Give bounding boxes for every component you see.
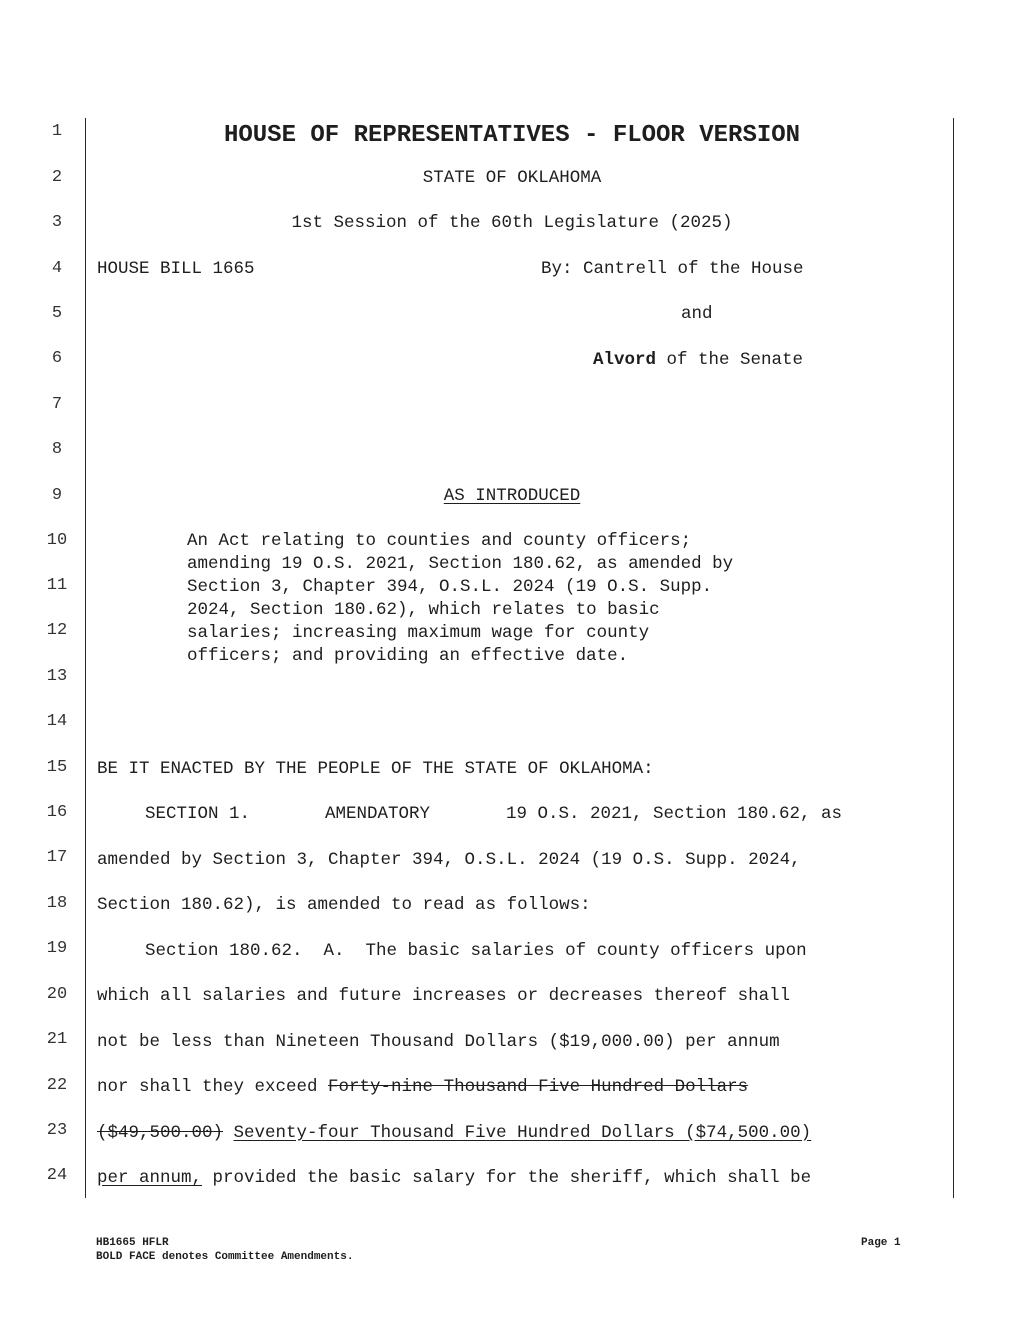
section-label: SECTION 1.: [145, 804, 251, 824]
senator-chamber: of the Senate: [656, 350, 804, 370]
body-line: Section 180.62. A. The basic salaries of county officers upon: [145, 941, 807, 961]
line-number: 19: [46, 939, 68, 958]
left-margin-rule: [85, 118, 86, 1198]
struck-text: Forty-nine Thousand Five Hundred Dollars: [328, 1077, 749, 1097]
introduced-status: AS INTRODUCED: [443, 486, 581, 506]
line-number: 17: [46, 848, 68, 867]
body-text: provided the basic salary for the sheriff, which shall be: [202, 1168, 812, 1188]
line-number: 8: [51, 440, 63, 459]
line-number: 23: [46, 1121, 68, 1140]
line-number: 15: [46, 758, 68, 777]
bill-number: HOUSE BILL 1665: [97, 259, 255, 279]
line-number: 3: [51, 213, 63, 232]
line-number: 2: [51, 168, 63, 187]
line-number: 20: [46, 985, 68, 1004]
state-name: STATE OF OKLAHOMA: [422, 168, 602, 188]
act-summary-line: Section 3, Chapter 394, O.S.L. 2024 (19 O.S. Supp.: [187, 577, 713, 597]
body-line: not be less than Nineteen Thousand Dollars ($19,000.00) per annum: [97, 1032, 780, 1052]
line-number: 11: [46, 576, 68, 595]
footer-doc-id: HB1665 HFLR: [96, 1237, 169, 1249]
act-summary-line: officers; and providing an effective date.: [187, 646, 629, 666]
act-summary-line: salaries; increasing maximum wage for county: [187, 623, 650, 643]
act-summary-line: amending 19 O.S. 2021, Section 180.62, as amended by: [187, 554, 734, 574]
enacting-clause: BE IT ENACTED BY THE PEOPLE OF THE STATE OF OKLAHOMA:: [97, 759, 654, 779]
body-line: Section 180.62), is amended to read as follows:: [97, 895, 591, 915]
and-connector: and: [681, 304, 713, 324]
senator-name: Alvord: [593, 350, 657, 370]
body-line: [97, 1167, 811, 1189]
footer-page-number: Page 1: [861, 1237, 901, 1249]
line-number: 24: [46, 1166, 68, 1185]
line-number: 10: [46, 531, 68, 550]
footer-note: BOLD FACE denotes Committee Amendments.: [96, 1251, 354, 1263]
line-number: 21: [46, 1030, 68, 1049]
line-number: 1: [51, 122, 63, 141]
body-line: [97, 1122, 811, 1144]
line-number: 5: [51, 304, 63, 323]
right-margin-rule: [953, 118, 954, 1198]
body-line: amended by Section 3, Chapter 394, O.S.L. 2024 (19 O.S. Supp. 2024,: [97, 850, 801, 870]
line-number: 16: [46, 803, 68, 822]
line-number: 9: [51, 486, 63, 505]
section-type: AMENDATORY: [325, 804, 431, 824]
session-line: 1st Session of the 60th Legislature (2025): [291, 213, 733, 233]
line-number: 7: [51, 395, 63, 414]
body-line: [97, 1076, 748, 1098]
inserted-text: per annum,: [97, 1168, 203, 1188]
line-number: 12: [46, 621, 68, 640]
body-line: which all salaries and future increases or decreases thereof shall: [97, 986, 791, 1006]
struck-text: ($49,500.00): [97, 1123, 224, 1143]
line-number: 4: [51, 259, 63, 278]
line-number: 13: [46, 667, 68, 686]
line-number: 18: [46, 894, 68, 913]
line-number: 6: [51, 349, 63, 368]
act-summary-line: 2024, Section 180.62), which relates to basic: [187, 600, 660, 620]
line-number: 22: [46, 1076, 68, 1095]
section-citation: 19 O.S. 2021, Section 180.62, as: [506, 804, 843, 824]
document-title: HOUSE OF REPRESENTATIVES - FLOOR VERSION: [223, 122, 801, 149]
act-summary-line: An Act relating to counties and county officers;: [187, 531, 692, 551]
senate-author: [593, 349, 803, 371]
inserted-text: Seventy-four Thousand Five Hundred Dollars ($74,500.00): [233, 1123, 812, 1143]
line-number: 14: [46, 712, 68, 731]
body-text: nor shall they exceed: [97, 1077, 329, 1097]
author-line: By: Cantrell of the House: [541, 259, 804, 279]
